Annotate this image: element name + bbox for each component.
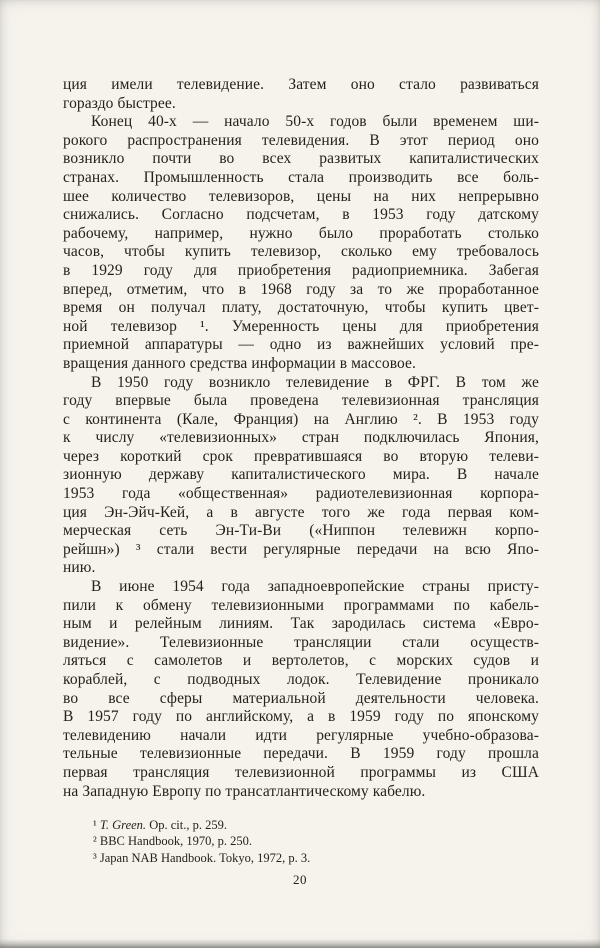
text-line: гораздо быстрее. [63, 94, 176, 112]
text-line: часов, чтобы купить телевизор, сколько ему требовалось [63, 243, 539, 261]
text-line: шее количество телевизоров, цены на них непрерывно [63, 187, 539, 205]
scan-edge-bottom [0, 939, 600, 948]
footnote [63, 833, 539, 849]
paragraph [63, 113, 539, 373]
text-line: приемной аппаратуры — одно из важнейших условий пре- [63, 336, 539, 354]
text-line: ция Эн-Эйч-Кей, а в августе того же года первая ком- [63, 503, 539, 521]
text-line: странах. Промышленность стала производить все боль- [63, 168, 539, 186]
footnote [63, 817, 539, 833]
text-line: в 1929 году для приобретения радиоприемника. Забегая [63, 261, 539, 279]
text-line: вперед, отметим, что в 1968 году за то же проработанное [63, 280, 539, 298]
text-line: пили к обмену телевизионными программами по кабель- [63, 596, 539, 614]
footnote-marker: ³ [93, 850, 100, 865]
text-line: В июне 1954 года западноевропейские страны присту- [91, 578, 539, 596]
text-line: во все сферы материальной деятельности человека. [63, 689, 539, 707]
text-line: 1953 года «общественная» радиотелевизионная корпора- [63, 485, 539, 503]
text-line: ным и релейным линиям. Так зародилась система «Евро- [63, 615, 539, 633]
text-line: телевидению начали идти регулярные учебно-образова- [63, 726, 539, 744]
text-line: с континента (Кале, Франция) на Англию ². В 1953 году [63, 410, 539, 428]
text-line: рабочему, например, нужно было проработать столько [63, 224, 539, 242]
text-line: первая трансляция телевизионной программы из США [63, 763, 539, 781]
text-line: В 1957 году по английскому, а в 1959 году по японскому [63, 708, 539, 726]
footnotes [63, 817, 539, 866]
paragraph [63, 76, 539, 113]
text-line: ляться с самолетов и вертолетов, с морских судов и [63, 652, 539, 670]
text-line: снижались. Согласно подсчетам, в 1953 году датскому [63, 206, 539, 224]
text-line: ной телевизор ¹. Умеренность цены для приобретения [63, 317, 539, 335]
footnote-marker: ¹ [93, 818, 100, 832]
text-line: ция имели телевидение. Затем оно стало развиваться [63, 76, 539, 93]
footnote [63, 850, 539, 866]
text-line: рейшн») ³ стали вести регулярные передачи на всю Япо- [63, 540, 539, 558]
text-line: рокого распространения телевидения. В этот период оно [63, 131, 539, 149]
text-line: возникло почти во всех развитых капиталистических [63, 150, 539, 168]
text-line: на Западную Европу по трансатлантическому кабелю. [63, 782, 426, 800]
text-line: время он получал плату, достаточную, чтобы купить цвет- [63, 299, 539, 317]
paragraph [63, 374, 539, 579]
text-line: Конец 40-х — начало 50-х годов были временем ши- [91, 113, 539, 131]
footnote-text: Op. cit., p. 259. [146, 818, 227, 832]
footnote-marker: ² [93, 834, 100, 849]
text-line: нию. [63, 559, 96, 577]
text-line: тельные телевизионные передачи. В 1959 году прошла [63, 745, 539, 763]
text-line: В 1950 году возникло телевидение в ФРГ. В том же [91, 373, 539, 391]
text-line: вращения данного средства информации в массовое. [63, 354, 417, 372]
text-line: году впервые была проведена телевизионная трансляция [63, 392, 539, 410]
page-number: 20 [293, 872, 307, 887]
text-block [63, 76, 539, 801]
text-line: к числу «телевизионных» стран подключилась Япония, [63, 429, 539, 447]
footnote-text: BBC Handbook, 1970, p. 250. [99, 834, 252, 849]
footnote-author: T. Green. [99, 818, 147, 832]
text-line: кораблей, с подводных лодок. Телевидение проникало [63, 671, 539, 688]
text-line: зионную державу капиталистического мира. В начале [63, 466, 539, 484]
footnote-text: Japan NAB Handbook. Tokyo, 1972, p. 3. [99, 850, 311, 865]
paragraph [63, 578, 539, 801]
text-line: видение». Телевизионные трансляции стали осуществ- [63, 633, 539, 651]
text-line: мерческая сеть Эн-Ти-Ви («Ниппон телевижн корпо- [63, 522, 539, 540]
text-line: через короткий срок превратившаяся во вторую телеви- [63, 447, 539, 465]
